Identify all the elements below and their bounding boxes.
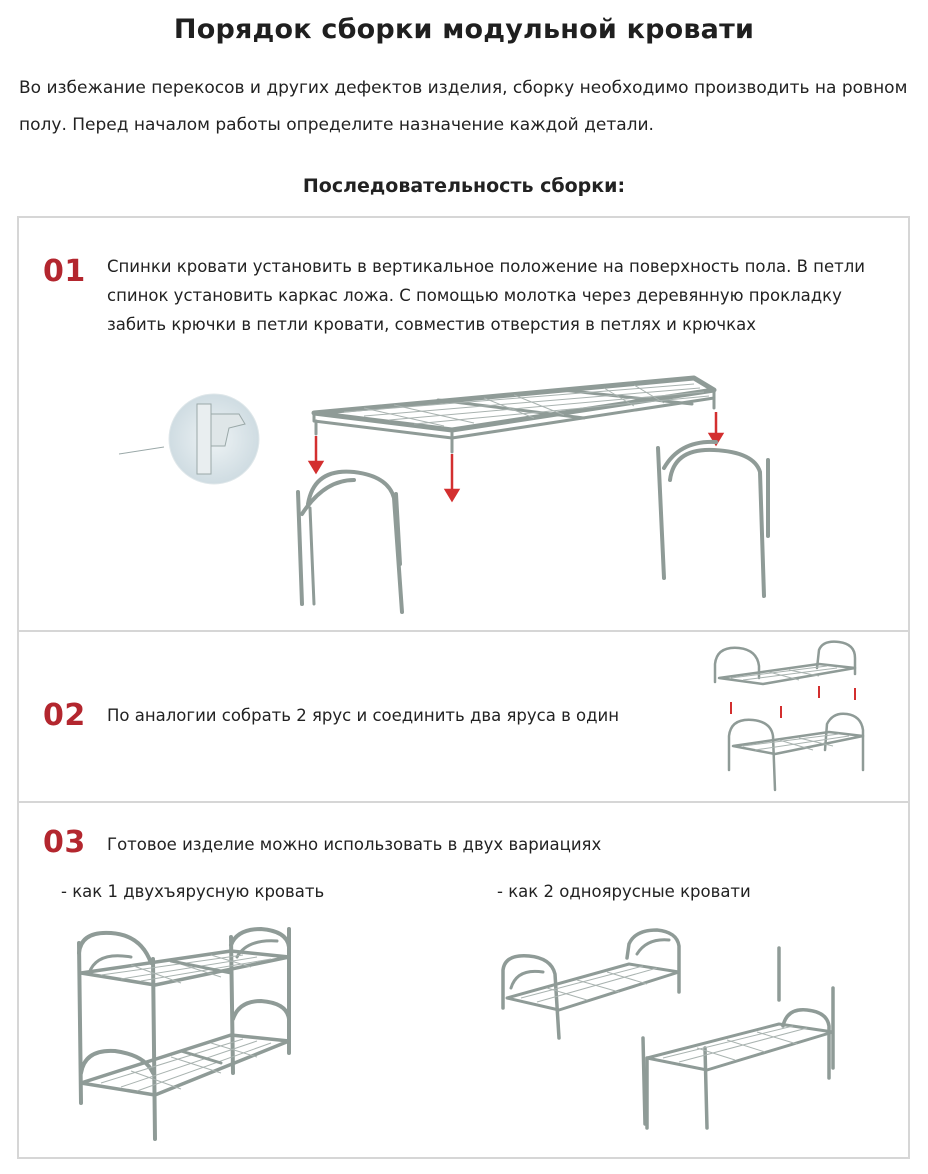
step-3-text: Готовое изделие можно использовать в двух вариациях [107,835,602,854]
variant-two-beds-label: - как 2 одноярусные кровати [497,882,751,901]
variant-bunk-label: - как 1 двухъярусную кровать [61,882,325,901]
page-title: Порядок сборки модульной кровати [173,14,755,45]
step-2-text: По аналогии собрать 2 ярус и соединить два яруса в один [107,706,620,725]
step-1-box [17,216,910,632]
bed-frame-assembly-illustration [284,368,764,608]
step-1-number: 01 [43,254,86,289]
step-3-number: 03 [43,825,86,860]
two-single-beds-illustration [497,928,837,1153]
bunk-assembly-illustration [709,640,869,796]
bunk-bed-illustration [71,923,301,1148]
step-3-box [17,801,910,1159]
hook-detail-illustration [159,384,269,494]
intro-paragraph: Во избежание перекосов и других дефектов изделия, сборку необходимо производить на ровном полу. Перед началом работы определите назначение каждой детали. [19,78,908,135]
step-2-box [17,630,910,803]
step-1-text: Спинки кровати установить в вертикальное положение на поверхность пола. В петли спинок установить каркас ложа. С помощью молотка через деревянную прокладку забить крючки в петли кровати, совместив отверстия в петлях и крючках [107,257,865,334]
section-subtitle: Последовательность сборки: [302,175,626,197]
step-2-number: 02 [43,698,86,733]
